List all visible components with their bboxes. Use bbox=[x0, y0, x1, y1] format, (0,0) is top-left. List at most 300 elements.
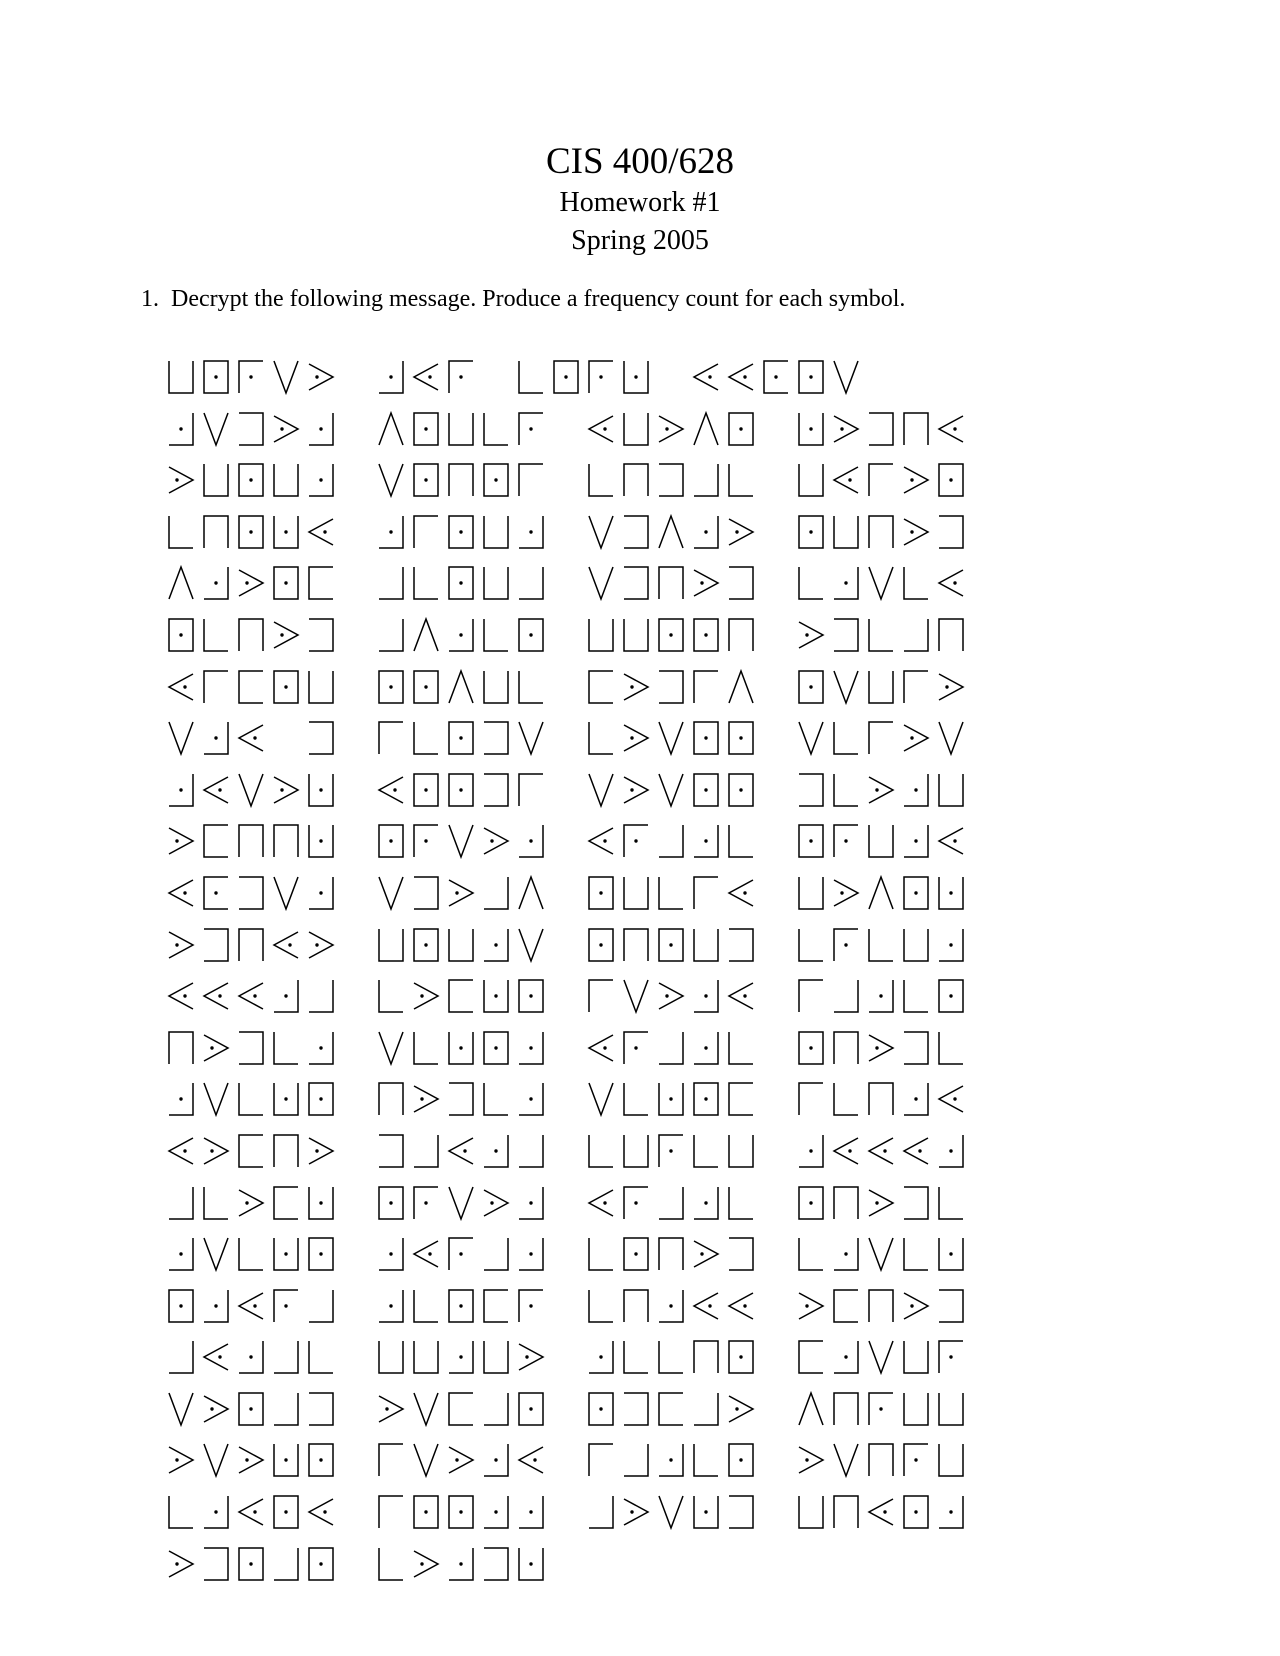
cipher-symbol-greater-than-chevron bbox=[691, 1235, 721, 1273]
cipher-symbol-less-than-chevron bbox=[166, 668, 196, 706]
cipher-symbol-greater-than-chevron bbox=[691, 564, 721, 602]
cipher-word bbox=[796, 874, 971, 915]
cipher-symbol-corner-bottom-left bbox=[411, 564, 441, 602]
cipher-line bbox=[166, 1338, 1006, 1379]
cipher-symbol-open-top-box-with-dot bbox=[481, 977, 511, 1015]
cipher-symbol-open-bottom-box bbox=[866, 1287, 896, 1325]
cipher-word bbox=[796, 1493, 971, 1534]
cipher-symbol-corner-bottom-left bbox=[936, 1029, 966, 1067]
cipher-symbol-open-left-box bbox=[621, 1390, 651, 1428]
cipher-symbol-vee bbox=[376, 461, 406, 499]
cipher-word bbox=[586, 668, 761, 709]
cipher-symbol-full-box-with-dot bbox=[796, 822, 826, 860]
cipher-symbol-corner-bottom-right-with-dot bbox=[376, 358, 406, 396]
cipher-word bbox=[586, 1441, 761, 1482]
cipher-symbol-open-top-box-with-dot bbox=[306, 822, 336, 860]
cipher-symbol-corner-top-left bbox=[691, 874, 721, 912]
cipher-symbol-open-top-box bbox=[936, 1390, 966, 1428]
cipher-line bbox=[166, 719, 1006, 760]
question-text: Decrypt the following message. Produce a frequency count for each symbol. bbox=[171, 286, 906, 312]
cipher-word bbox=[376, 977, 551, 1018]
cipher-line bbox=[166, 874, 1006, 915]
cipher-word bbox=[586, 1338, 761, 1379]
cipher-symbol-greater-than-chevron bbox=[726, 513, 756, 551]
cipher-symbol-corner-bottom-left bbox=[831, 719, 861, 757]
cipher-symbol-open-top-box bbox=[621, 616, 651, 654]
cipher-symbol-corner-bottom-right-with-dot bbox=[166, 771, 196, 809]
cipher-symbol-corner-bottom-right-with-dot bbox=[516, 822, 546, 860]
cipher-symbol-caret bbox=[411, 616, 441, 654]
cipher-word bbox=[796, 1235, 971, 1276]
cipher-symbol-corner-top-left bbox=[411, 513, 441, 551]
cipher-symbol-full-box-with-dot bbox=[796, 668, 826, 706]
cipher-symbol-greater-than-chevron bbox=[236, 564, 266, 602]
cipher-symbol-vee bbox=[201, 1235, 231, 1273]
cipher-symbol-corner-bottom-right-with-dot bbox=[516, 513, 546, 551]
cipher-symbol-corner-bottom-left bbox=[306, 1338, 336, 1376]
cipher-symbol-less-than-chevron bbox=[201, 1338, 231, 1376]
cipher-symbol-full-box-with-dot bbox=[411, 461, 441, 499]
cipher-symbol-greater-than-chevron bbox=[796, 1441, 826, 1479]
cipher-line bbox=[166, 1029, 1006, 1070]
cipher-symbol-corner-bottom-right bbox=[166, 1338, 196, 1376]
cipher-symbol-open-right-box bbox=[481, 1287, 511, 1325]
cipher-symbol-corner-top-left bbox=[796, 1080, 826, 1118]
cipher-symbol-corner-bottom-right-with-dot bbox=[691, 822, 721, 860]
cipher-symbol-corner-top-left bbox=[691, 668, 721, 706]
cipher-symbol-open-top-box-with-dot bbox=[271, 1441, 301, 1479]
cipher-word bbox=[166, 1080, 341, 1121]
cipher-symbol-open-top-box bbox=[621, 1132, 651, 1170]
cipher-symbol-corner-bottom-right bbox=[271, 1390, 301, 1428]
cipher-symbol-open-left-box bbox=[726, 1493, 756, 1531]
cipher-symbol-corner-bottom-left bbox=[201, 1184, 231, 1222]
cipher-symbol-open-top-box bbox=[481, 1338, 511, 1376]
cipher-symbol-corner-bottom-left bbox=[621, 1080, 651, 1118]
cipher-symbol-corner-bottom-right-with-dot bbox=[936, 1493, 966, 1531]
cipher-symbol-greater-than-chevron bbox=[236, 1441, 266, 1479]
cipher-symbol-open-top-box-with-dot bbox=[936, 874, 966, 912]
cipher-line bbox=[166, 771, 1006, 812]
cipher-symbol-corner-bottom-right-with-dot bbox=[866, 977, 896, 1015]
cipher-symbol-corner-top-left bbox=[586, 977, 616, 1015]
cipher-symbol-caret bbox=[446, 668, 476, 706]
cipher-symbol-less-than-chevron bbox=[586, 822, 616, 860]
cipher-symbol-caret bbox=[796, 1390, 826, 1428]
cipher-symbol-corner-bottom-left bbox=[726, 1184, 756, 1222]
cipher-word bbox=[586, 977, 761, 1018]
cipher-symbol-full-box-with-dot bbox=[376, 1184, 406, 1222]
cipher-symbol-greater-than-chevron bbox=[411, 977, 441, 1015]
cipher-symbol-symbol bbox=[271, 719, 301, 757]
cipher-symbol-vee bbox=[831, 668, 861, 706]
cipher-symbol-full-box-with-dot bbox=[586, 1390, 616, 1428]
cipher-symbol-caret bbox=[691, 410, 721, 448]
cipher-symbol-less-than-chevron bbox=[236, 1287, 266, 1325]
cipher-symbol-corner-bottom-right-with-dot bbox=[516, 1029, 546, 1067]
cipher-word bbox=[166, 926, 341, 967]
cipher-symbol-corner-bottom-right bbox=[166, 1184, 196, 1222]
cipher-word bbox=[796, 1184, 971, 1225]
cipher-word bbox=[166, 358, 341, 399]
cipher-symbol-corner-bottom-left bbox=[901, 564, 931, 602]
cipher-symbol-corner-bottom-right-with-dot bbox=[166, 1235, 196, 1273]
cipher-symbol-open-top-box-with-dot bbox=[306, 1184, 336, 1222]
cipher-word bbox=[796, 822, 971, 863]
cipher-symbol-corner-top-left-with-dot bbox=[656, 1132, 686, 1170]
cipher-line bbox=[166, 564, 1006, 605]
cipher-symbol-corner-bottom-right bbox=[481, 1390, 511, 1428]
cipher-symbol-corner-bottom-right bbox=[516, 564, 546, 602]
cipher-symbol-corner-bottom-right-with-dot bbox=[201, 1493, 231, 1531]
cipher-symbol-caret bbox=[656, 513, 686, 551]
cipher-symbol-corner-bottom-right-with-dot bbox=[831, 564, 861, 602]
cipher-symbol-corner-bottom-left bbox=[271, 1029, 301, 1067]
cipher-word bbox=[376, 668, 551, 709]
cipher-symbol-corner-bottom-right-with-dot bbox=[306, 1029, 336, 1067]
cipher-symbol-open-left-box bbox=[481, 1545, 511, 1583]
cipher-symbol-open-top-box bbox=[621, 874, 651, 912]
cipher-symbol-corner-bottom-right bbox=[376, 564, 406, 602]
cipher-symbol-full-box-with-dot bbox=[236, 513, 266, 551]
cipher-symbol-corner-bottom-left bbox=[656, 1338, 686, 1376]
cipher-word bbox=[166, 874, 341, 915]
cipher-symbol-corner-bottom-right-with-dot bbox=[691, 977, 721, 1015]
cipher-symbol-greater-than-chevron bbox=[306, 358, 336, 396]
cipher-symbol-corner-top-left-with-dot bbox=[411, 1184, 441, 1222]
cipher-word bbox=[796, 1029, 971, 1070]
cipher-symbol-open-left-box bbox=[726, 1235, 756, 1273]
cipher-word bbox=[376, 564, 551, 605]
cipher-symbol-vee bbox=[271, 358, 301, 396]
cipher-word bbox=[166, 1287, 341, 1328]
cipher-symbol-greater-than-chevron bbox=[271, 616, 301, 654]
cipher-symbol-open-left-box bbox=[306, 1390, 336, 1428]
cipher-text-block bbox=[166, 358, 1006, 1596]
cipher-symbol-open-top-box bbox=[376, 926, 406, 964]
cipher-symbol-corner-bottom-left bbox=[236, 1235, 266, 1273]
cipher-symbol-full-box-with-dot bbox=[481, 1029, 511, 1067]
cipher-word bbox=[586, 1287, 761, 1328]
cipher-symbol-full-box-with-dot bbox=[446, 719, 476, 757]
cipher-symbol-open-top-box-with-dot bbox=[796, 410, 826, 448]
cipher-word bbox=[166, 1390, 341, 1431]
cipher-symbol-vee bbox=[656, 719, 686, 757]
cipher-word bbox=[166, 977, 341, 1018]
cipher-word bbox=[796, 1441, 971, 1482]
cipher-symbol-greater-than-chevron bbox=[306, 1132, 336, 1170]
cipher-symbol-corner-bottom-right bbox=[901, 616, 931, 654]
cipher-word bbox=[796, 513, 971, 554]
cipher-symbol-corner-top-left bbox=[516, 461, 546, 499]
cipher-symbol-vee bbox=[201, 1080, 231, 1118]
cipher-word bbox=[166, 1338, 341, 1379]
cipher-word bbox=[586, 822, 761, 863]
cipher-symbol-corner-bottom-right-with-dot bbox=[201, 564, 231, 602]
cipher-symbol-full-box-with-dot bbox=[306, 1441, 336, 1479]
cipher-symbol-open-left-box bbox=[936, 513, 966, 551]
cipher-symbol-greater-than-chevron bbox=[516, 1338, 546, 1376]
cipher-word bbox=[586, 1029, 761, 1070]
cipher-symbol-less-than-chevron bbox=[726, 977, 756, 1015]
cipher-symbol-full-box-with-dot bbox=[726, 719, 756, 757]
course-title: CIS 400/628 bbox=[545, 141, 735, 182]
cipher-symbol-vee bbox=[586, 513, 616, 551]
cipher-symbol-corner-bottom-right-with-dot bbox=[691, 1184, 721, 1222]
cipher-symbol-corner-top-left bbox=[376, 719, 406, 757]
cipher-symbol-open-right-box bbox=[446, 1390, 476, 1428]
cipher-symbol-corner-bottom-right bbox=[306, 1287, 336, 1325]
cipher-symbol-open-left-box bbox=[306, 616, 336, 654]
cipher-word bbox=[586, 1235, 761, 1276]
cipher-symbol-greater-than-chevron bbox=[866, 771, 896, 809]
cipher-symbol-corner-bottom-left bbox=[411, 1287, 441, 1325]
cipher-word bbox=[376, 358, 481, 399]
cipher-symbol-corner-bottom-right-with-dot bbox=[516, 1080, 546, 1118]
cipher-word bbox=[166, 461, 341, 502]
cipher-symbol-corner-bottom-right-with-dot bbox=[901, 771, 931, 809]
cipher-symbol-corner-bottom-left bbox=[201, 616, 231, 654]
cipher-word bbox=[166, 822, 341, 863]
cipher-symbol-corner-top-left-with-dot bbox=[866, 1390, 896, 1428]
cipher-symbol-corner-bottom-left bbox=[481, 616, 511, 654]
cipher-symbol-corner-top-left-with-dot bbox=[936, 1338, 966, 1376]
cipher-symbol-open-right-box bbox=[586, 668, 616, 706]
cipher-symbol-open-left-box bbox=[236, 874, 266, 912]
cipher-symbol-open-top-box bbox=[691, 926, 721, 964]
cipher-symbol-less-than-chevron bbox=[411, 1235, 441, 1273]
cipher-symbol-open-bottom-box bbox=[831, 1029, 861, 1067]
cipher-symbol-full-box-with-dot bbox=[411, 1493, 441, 1531]
cipher-line bbox=[166, 1132, 1006, 1173]
cipher-symbol-corner-bottom-right-with-dot bbox=[446, 616, 476, 654]
cipher-symbol-corner-bottom-left bbox=[586, 461, 616, 499]
cipher-symbol-open-right-box bbox=[271, 1184, 301, 1222]
cipher-symbol-full-box-with-dot bbox=[691, 1080, 721, 1118]
cipher-symbol-corner-top-left bbox=[516, 771, 546, 809]
cipher-symbol-corner-bottom-right bbox=[621, 1441, 651, 1479]
cipher-symbol-vee bbox=[656, 771, 686, 809]
cipher-symbol-open-right-box bbox=[446, 977, 476, 1015]
cipher-symbol-corner-bottom-left bbox=[796, 926, 826, 964]
cipher-symbol-greater-than-chevron bbox=[271, 410, 301, 448]
cipher-symbol-open-left-box bbox=[866, 410, 896, 448]
cipher-word bbox=[166, 564, 341, 605]
cipher-symbol-vee bbox=[271, 874, 301, 912]
cipher-word bbox=[376, 410, 551, 451]
cipher-symbol-open-bottom-box bbox=[271, 822, 301, 860]
cipher-line bbox=[166, 822, 1006, 863]
cipher-word bbox=[586, 1493, 761, 1534]
cipher-symbol-less-than-chevron bbox=[726, 358, 756, 396]
cipher-symbol-vee bbox=[586, 771, 616, 809]
cipher-symbol-corner-bottom-right-with-dot bbox=[306, 410, 336, 448]
cipher-symbol-open-left-box bbox=[796, 771, 826, 809]
cipher-symbol-open-top-box bbox=[201, 461, 231, 499]
cipher-symbol-open-bottom-box bbox=[376, 1080, 406, 1118]
cipher-symbol-open-bottom-box bbox=[656, 1235, 686, 1273]
cipher-symbol-corner-bottom-right-with-dot bbox=[516, 1235, 546, 1273]
cipher-symbol-corner-top-left bbox=[866, 461, 896, 499]
cipher-symbol-corner-bottom-left bbox=[481, 1080, 511, 1118]
cipher-symbol-full-box-with-dot bbox=[271, 1493, 301, 1531]
cipher-symbol-less-than-chevron bbox=[901, 1132, 931, 1170]
cipher-symbol-corner-bottom-left bbox=[866, 616, 896, 654]
document-header bbox=[0, 140, 1280, 260]
cipher-symbol-less-than-chevron bbox=[411, 358, 441, 396]
cipher-symbol-corner-bottom-right bbox=[516, 1132, 546, 1170]
cipher-symbol-less-than-chevron bbox=[271, 926, 301, 964]
cipher-symbol-vee bbox=[446, 822, 476, 860]
cipher-symbol-open-top-box-with-dot bbox=[271, 513, 301, 551]
cipher-symbol-open-right-box bbox=[796, 1338, 826, 1376]
cipher-symbol-full-box-with-dot bbox=[516, 616, 546, 654]
cipher-symbol-greater-than-chevron bbox=[481, 1184, 511, 1222]
cipher-symbol-full-box-with-dot bbox=[796, 1184, 826, 1222]
cipher-symbol-vee bbox=[516, 926, 546, 964]
cipher-symbol-open-left-box bbox=[376, 1132, 406, 1170]
cipher-symbol-greater-than-chevron bbox=[866, 1184, 896, 1222]
cipher-symbol-less-than-chevron bbox=[516, 1441, 546, 1479]
cipher-symbol-less-than-chevron bbox=[236, 977, 266, 1015]
cipher-symbol-corner-bottom-left bbox=[516, 668, 546, 706]
cipher-symbol-less-than-chevron bbox=[936, 410, 966, 448]
cipher-symbol-corner-bottom-right-with-dot bbox=[376, 1235, 406, 1273]
cipher-symbol-full-box-with-dot bbox=[411, 668, 441, 706]
cipher-word bbox=[376, 874, 551, 915]
cipher-symbol-open-left-box bbox=[656, 461, 686, 499]
cipher-symbol-corner-bottom-right-with-dot bbox=[691, 513, 721, 551]
cipher-symbol-greater-than-chevron bbox=[446, 874, 476, 912]
cipher-word bbox=[586, 513, 761, 554]
cipher-symbol-full-box-with-dot bbox=[236, 461, 266, 499]
cipher-word bbox=[586, 874, 761, 915]
cipher-word bbox=[796, 926, 971, 967]
cipher-symbol-open-right-box bbox=[306, 564, 336, 602]
cipher-symbol-full-box-with-dot bbox=[446, 513, 476, 551]
cipher-symbol-corner-bottom-right bbox=[481, 874, 511, 912]
cipher-symbol-open-top-box-with-dot bbox=[271, 1235, 301, 1273]
cipher-symbol-open-top-box bbox=[481, 668, 511, 706]
cipher-symbol-open-left-box bbox=[726, 926, 756, 964]
cipher-symbol-vee bbox=[586, 1080, 616, 1118]
cipher-word bbox=[166, 1235, 341, 1276]
cipher-symbol-full-box-with-dot bbox=[656, 616, 686, 654]
cipher-word bbox=[166, 1184, 341, 1225]
cipher-symbol-open-top-box-with-dot bbox=[656, 1080, 686, 1118]
cipher-symbol-open-top-box bbox=[796, 461, 826, 499]
cipher-symbol-vee bbox=[831, 1441, 861, 1479]
cipher-symbol-open-left-box bbox=[621, 564, 651, 602]
cipher-symbol-less-than-chevron bbox=[691, 1287, 721, 1325]
cipher-symbol-open-top-box bbox=[901, 1338, 931, 1376]
cipher-line bbox=[166, 1441, 1006, 1482]
cipher-symbol-full-box-with-dot bbox=[901, 874, 931, 912]
cipher-line bbox=[166, 1184, 1006, 1225]
cipher-symbol-corner-bottom-right bbox=[831, 977, 861, 1015]
cipher-word bbox=[796, 1080, 971, 1121]
cipher-symbol-vee bbox=[201, 1441, 231, 1479]
cipher-symbol-open-top-box bbox=[796, 874, 826, 912]
cipher-symbol-greater-than-chevron bbox=[306, 926, 336, 964]
cipher-symbol-open-left-box bbox=[481, 771, 511, 809]
cipher-symbol-less-than-chevron bbox=[936, 822, 966, 860]
cipher-symbol-less-than-chevron bbox=[586, 410, 616, 448]
cipher-symbol-open-bottom-box bbox=[831, 1390, 861, 1428]
cipher-symbol-full-box-with-dot bbox=[516, 977, 546, 1015]
cipher-symbol-corner-bottom-right-with-dot bbox=[901, 822, 931, 860]
cipher-symbol-corner-bottom-right-with-dot bbox=[481, 1493, 511, 1531]
cipher-symbol-full-box-with-dot bbox=[656, 926, 686, 964]
cipher-symbol-corner-bottom-right-with-dot bbox=[656, 1441, 686, 1479]
cipher-symbol-vee bbox=[516, 719, 546, 757]
cipher-symbol-corner-bottom-left bbox=[936, 1184, 966, 1222]
cipher-symbol-corner-bottom-right-with-dot bbox=[831, 1338, 861, 1376]
cipher-symbol-open-top-box bbox=[481, 513, 511, 551]
cipher-word bbox=[586, 410, 761, 451]
cipher-symbol-open-left-box bbox=[446, 1080, 476, 1118]
cipher-symbol-corner-bottom-right bbox=[411, 1132, 441, 1170]
cipher-word bbox=[376, 719, 551, 760]
cipher-symbol-caret bbox=[726, 668, 756, 706]
cipher-symbol-corner-bottom-right-with-dot bbox=[306, 461, 336, 499]
cipher-symbol-greater-than-chevron bbox=[621, 1493, 651, 1531]
cipher-symbol-open-left-box bbox=[236, 410, 266, 448]
cipher-symbol-open-top-box-with-dot bbox=[516, 1545, 546, 1583]
question-1 bbox=[141, 284, 905, 314]
cipher-symbol-corner-top-left bbox=[866, 719, 896, 757]
cipher-symbol-full-box-with-dot bbox=[446, 771, 476, 809]
cipher-symbol-open-top-box bbox=[831, 513, 861, 551]
cipher-symbol-open-bottom-box bbox=[201, 513, 231, 551]
cipher-symbol-corner-bottom-right-with-dot bbox=[201, 719, 231, 757]
cipher-symbol-corner-bottom-right-with-dot bbox=[691, 1029, 721, 1067]
cipher-symbol-full-box-with-dot bbox=[376, 668, 406, 706]
cipher-word bbox=[166, 410, 341, 451]
cipher-symbol-open-top-box-with-dot bbox=[621, 358, 651, 396]
cipher-symbol-vee bbox=[656, 1493, 686, 1531]
cipher-symbol-corner-top-left bbox=[796, 977, 826, 1015]
cipher-symbol-open-bottom-box bbox=[446, 461, 476, 499]
cipher-symbol-open-bottom-box bbox=[236, 616, 266, 654]
cipher-symbol-greater-than-chevron bbox=[656, 977, 686, 1015]
cipher-symbol-open-top-box bbox=[306, 668, 336, 706]
cipher-symbol-less-than-chevron bbox=[831, 461, 861, 499]
cipher-symbol-open-left-box bbox=[726, 564, 756, 602]
cipher-symbol-open-top-box bbox=[621, 410, 651, 448]
cipher-word bbox=[376, 1132, 551, 1173]
cipher-symbol-greater-than-chevron bbox=[166, 822, 196, 860]
cipher-symbol-open-bottom-box bbox=[726, 616, 756, 654]
cipher-symbol-corner-top-left-with-dot bbox=[621, 1029, 651, 1067]
cipher-word bbox=[516, 358, 656, 399]
cipher-symbol-less-than-chevron bbox=[166, 1132, 196, 1170]
cipher-word bbox=[796, 1287, 971, 1328]
cipher-symbol-corner-bottom-left bbox=[586, 1287, 616, 1325]
cipher-word bbox=[586, 461, 761, 502]
cipher-symbol-corner-top-left-with-dot bbox=[271, 1287, 301, 1325]
cipher-word bbox=[796, 616, 971, 657]
cipher-symbol-corner-bottom-left bbox=[621, 1338, 651, 1376]
cipher-symbol-greater-than-chevron bbox=[831, 874, 861, 912]
cipher-symbol-full-box-with-dot bbox=[306, 1080, 336, 1118]
cipher-symbol-corner-bottom-right bbox=[656, 1029, 686, 1067]
cipher-symbol-open-top-box bbox=[586, 616, 616, 654]
cipher-symbol-corner-bottom-right bbox=[271, 1545, 301, 1583]
cipher-symbol-full-box-with-dot bbox=[726, 771, 756, 809]
cipher-symbol-less-than-chevron bbox=[586, 1184, 616, 1222]
cipher-symbol-corner-bottom-right-with-dot bbox=[901, 1080, 931, 1118]
